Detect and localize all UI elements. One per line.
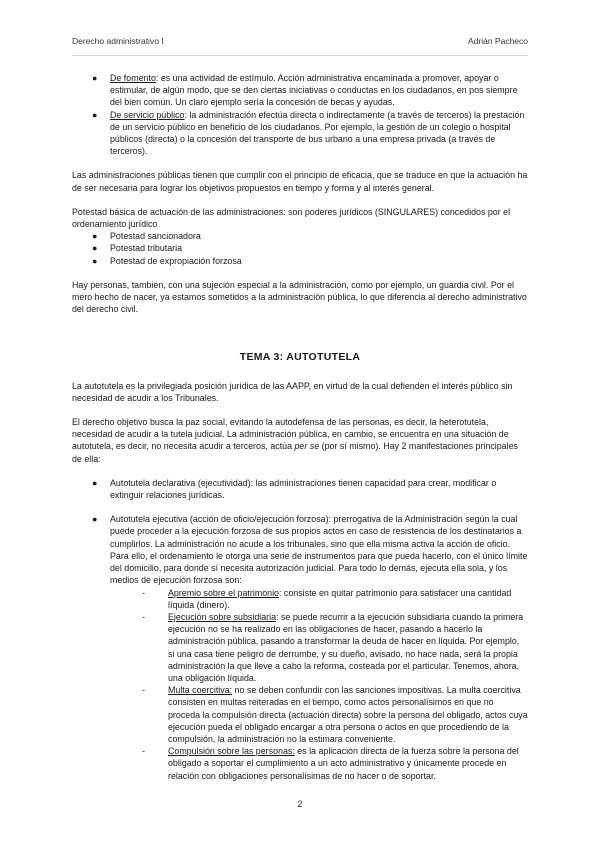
paragraph-derecho-objetivo <box>72 416 528 465</box>
list-item <box>142 745 528 782</box>
term: Compulsión sobre las personas: <box>168 746 295 757</box>
item-text: : consiste en quitar patrimonio para satisfacer una cantidad líquida (dinero). <box>168 587 512 610</box>
dash-marker: - <box>142 611 145 622</box>
header-rule <box>72 55 528 56</box>
page-header <box>72 36 528 48</box>
item-text: : es una actividad de estímulo. Acción administrativa encaminada a promover, apoyar o estimular, de algún modo, que se den ciertas iniciativas o conductas en los ciudadanos, en pos siempre del bien común. Un claro ejemplo sería la concesión de becas y ayudas. <box>110 73 518 108</box>
bullet-dot: ● <box>92 243 98 254</box>
list-item <box>72 513 528 781</box>
dash-marker: - <box>142 746 145 757</box>
item-text: Potestad tributaria <box>110 243 183 254</box>
bullet-dot: ● <box>92 477 98 488</box>
term: De fomento <box>110 73 156 83</box>
list-item <box>72 477 528 501</box>
item-text: Potestad de expropiación forzosa <box>110 255 242 266</box>
list-item <box>142 587 528 611</box>
text-run: El derecho objetivo busca la paz social, evitando la autodefensa de las personas, es decir, la heterotutela, necesidad de acudir a la tutela judicial. La administración pública, en cambio, se encuentra en una situación de autotutela, es decir, no necesita acudir a terceros, actúa <box>72 417 509 452</box>
bullet-dot: ● <box>92 73 98 83</box>
list-item <box>72 72 528 109</box>
dash-marker: - <box>142 685 145 696</box>
bullet-dot: ● <box>92 514 98 525</box>
bullet-dot: ● <box>92 255 98 266</box>
section-title: TEMA 3: AUTOTUTELA <box>239 351 361 364</box>
list-item <box>72 230 528 242</box>
bullet-dot: ● <box>92 109 98 120</box>
list-item <box>142 611 528 684</box>
medios-list <box>110 587 528 782</box>
paragraph-potestad: Potestad básica de actuación de las administraciones: son poderes jurídicos (SINGULARES) concedidos por el ordenamiento jurídico <box>72 206 511 230</box>
potestad-list <box>72 230 528 267</box>
item-text: Autotutela ejecutiva (acción de oficio/ejecución forzosa): prerrogativa de la Administración según la cual puede proceder a la ejecución forzosa de sus propios actos en caso de resistencia de los destinatarios a cumplirlos. La administración no acude a los tribunales, sino que ella misma activa la acción de oficio. Para ello, el ordenamiento le otorga una serie de instrumentos para que pueda hacerlo, con el único límite del domicilio, para donde sí necesita autorización judicial. Para todo lo demás, ejecuta ella sola, y los medios de ejecución forzosa son: <box>110 514 528 586</box>
spacer <box>72 501 528 513</box>
list-item <box>72 242 528 254</box>
paragraph-sujecion: Hay personas, también, con una sujeción especial a la administración, como por ejemplo, un guardia civil. Por el mero hecho de nacer, ya estamos sometidos a la administración pública, lo que diferencia al derecho administrativo del derecho civil. <box>72 279 527 315</box>
term: De servicio público <box>110 109 185 120</box>
autotutela-list <box>72 477 528 782</box>
page-number: 2 <box>297 799 303 809</box>
list-item <box>72 255 528 267</box>
item-text: : se puede recurrir a la ejecución subsidiaria cuando la primera ejecución no se ha realizado en las obligaciones de hacer, pasando a hacerlo la administración pública, pasando a transformar la deuda de hacer en líquida. Por ejemplo, si una casa tiene peligro de derrumbe, y su dueño, avisado, no hace nada, será la propia administración la que lleve a cabo la reforma, costeada por el particular. Tenemos, ahora, una obligación líquida. <box>168 611 524 683</box>
header-course: Derecho administrativo I <box>72 36 164 46</box>
text-run: (por sí mismo). Hay 2 manifestaciones principales de ella: <box>72 441 518 464</box>
term: Apremio sobre el patrimonio <box>168 587 279 598</box>
paragraph-eficacia: Las administraciones públicas tienen que cumplir con el principio de eficacia, que se traduce en que la actuación ha de ser necesaria para lograr los objetivos propuestos en tiempo y forma y al interés general. <box>72 170 528 193</box>
dash-marker: - <box>142 587 145 598</box>
activity-list <box>72 72 528 157</box>
item-text: Potestad sancionadora <box>110 231 201 242</box>
item-text: Autotutela declarativa (ejecutividad): las administraciones tienen capacidad para crear, modificar o extinguir relaciones jurídicas. <box>110 477 497 501</box>
term: Multa coercitiva: <box>168 685 233 696</box>
paragraph-definicion: La autotutela es la privilegiada posición jurídica de las AAPP, en virtud de la cual defienden el interés público sin necesidad de acudir a los Tribunales. <box>72 380 513 403</box>
list-item <box>142 684 528 745</box>
page-content <box>72 72 528 782</box>
bullet-dot: ● <box>92 231 98 242</box>
italic-run: per se <box>294 441 320 452</box>
list-item <box>72 109 528 158</box>
item-text: : la administración efectúa directa o indirectamente (a través de terceros) la prestación de un servicio público en beneficio de los ciudadanos. Por ejemplo, la gestión de un colegio o hospital públicos (directa) o la concesión del transporte de bus urbano a una empresa privada (a través de terceros). <box>110 109 525 157</box>
item-text: es la aplicación directa de la fuerza sobre la persona del obligado a soportar el cumplimiento a un acto administrativo y únicamente procede en relación con obligaciones personalísimas de no hacer o de soportar. <box>168 746 519 781</box>
term: Ejecución sobre subsidiaria <box>168 611 277 622</box>
header-author: Adrián Pacheco <box>467 36 528 46</box>
item-text: no se deben confundir con las sanciones impositivas. La multa coercitiva consisten en multas reiteradas en el tiempo, como actos personalísimos en que no proceda la compulsión directa (actuación directa) sobre la persona del obligado, actos cuya ejecución pueda el obligado encargar a otra persona o actos en que procediendo de la compulsión, la administración no la estimara conveniente. <box>168 685 528 744</box>
